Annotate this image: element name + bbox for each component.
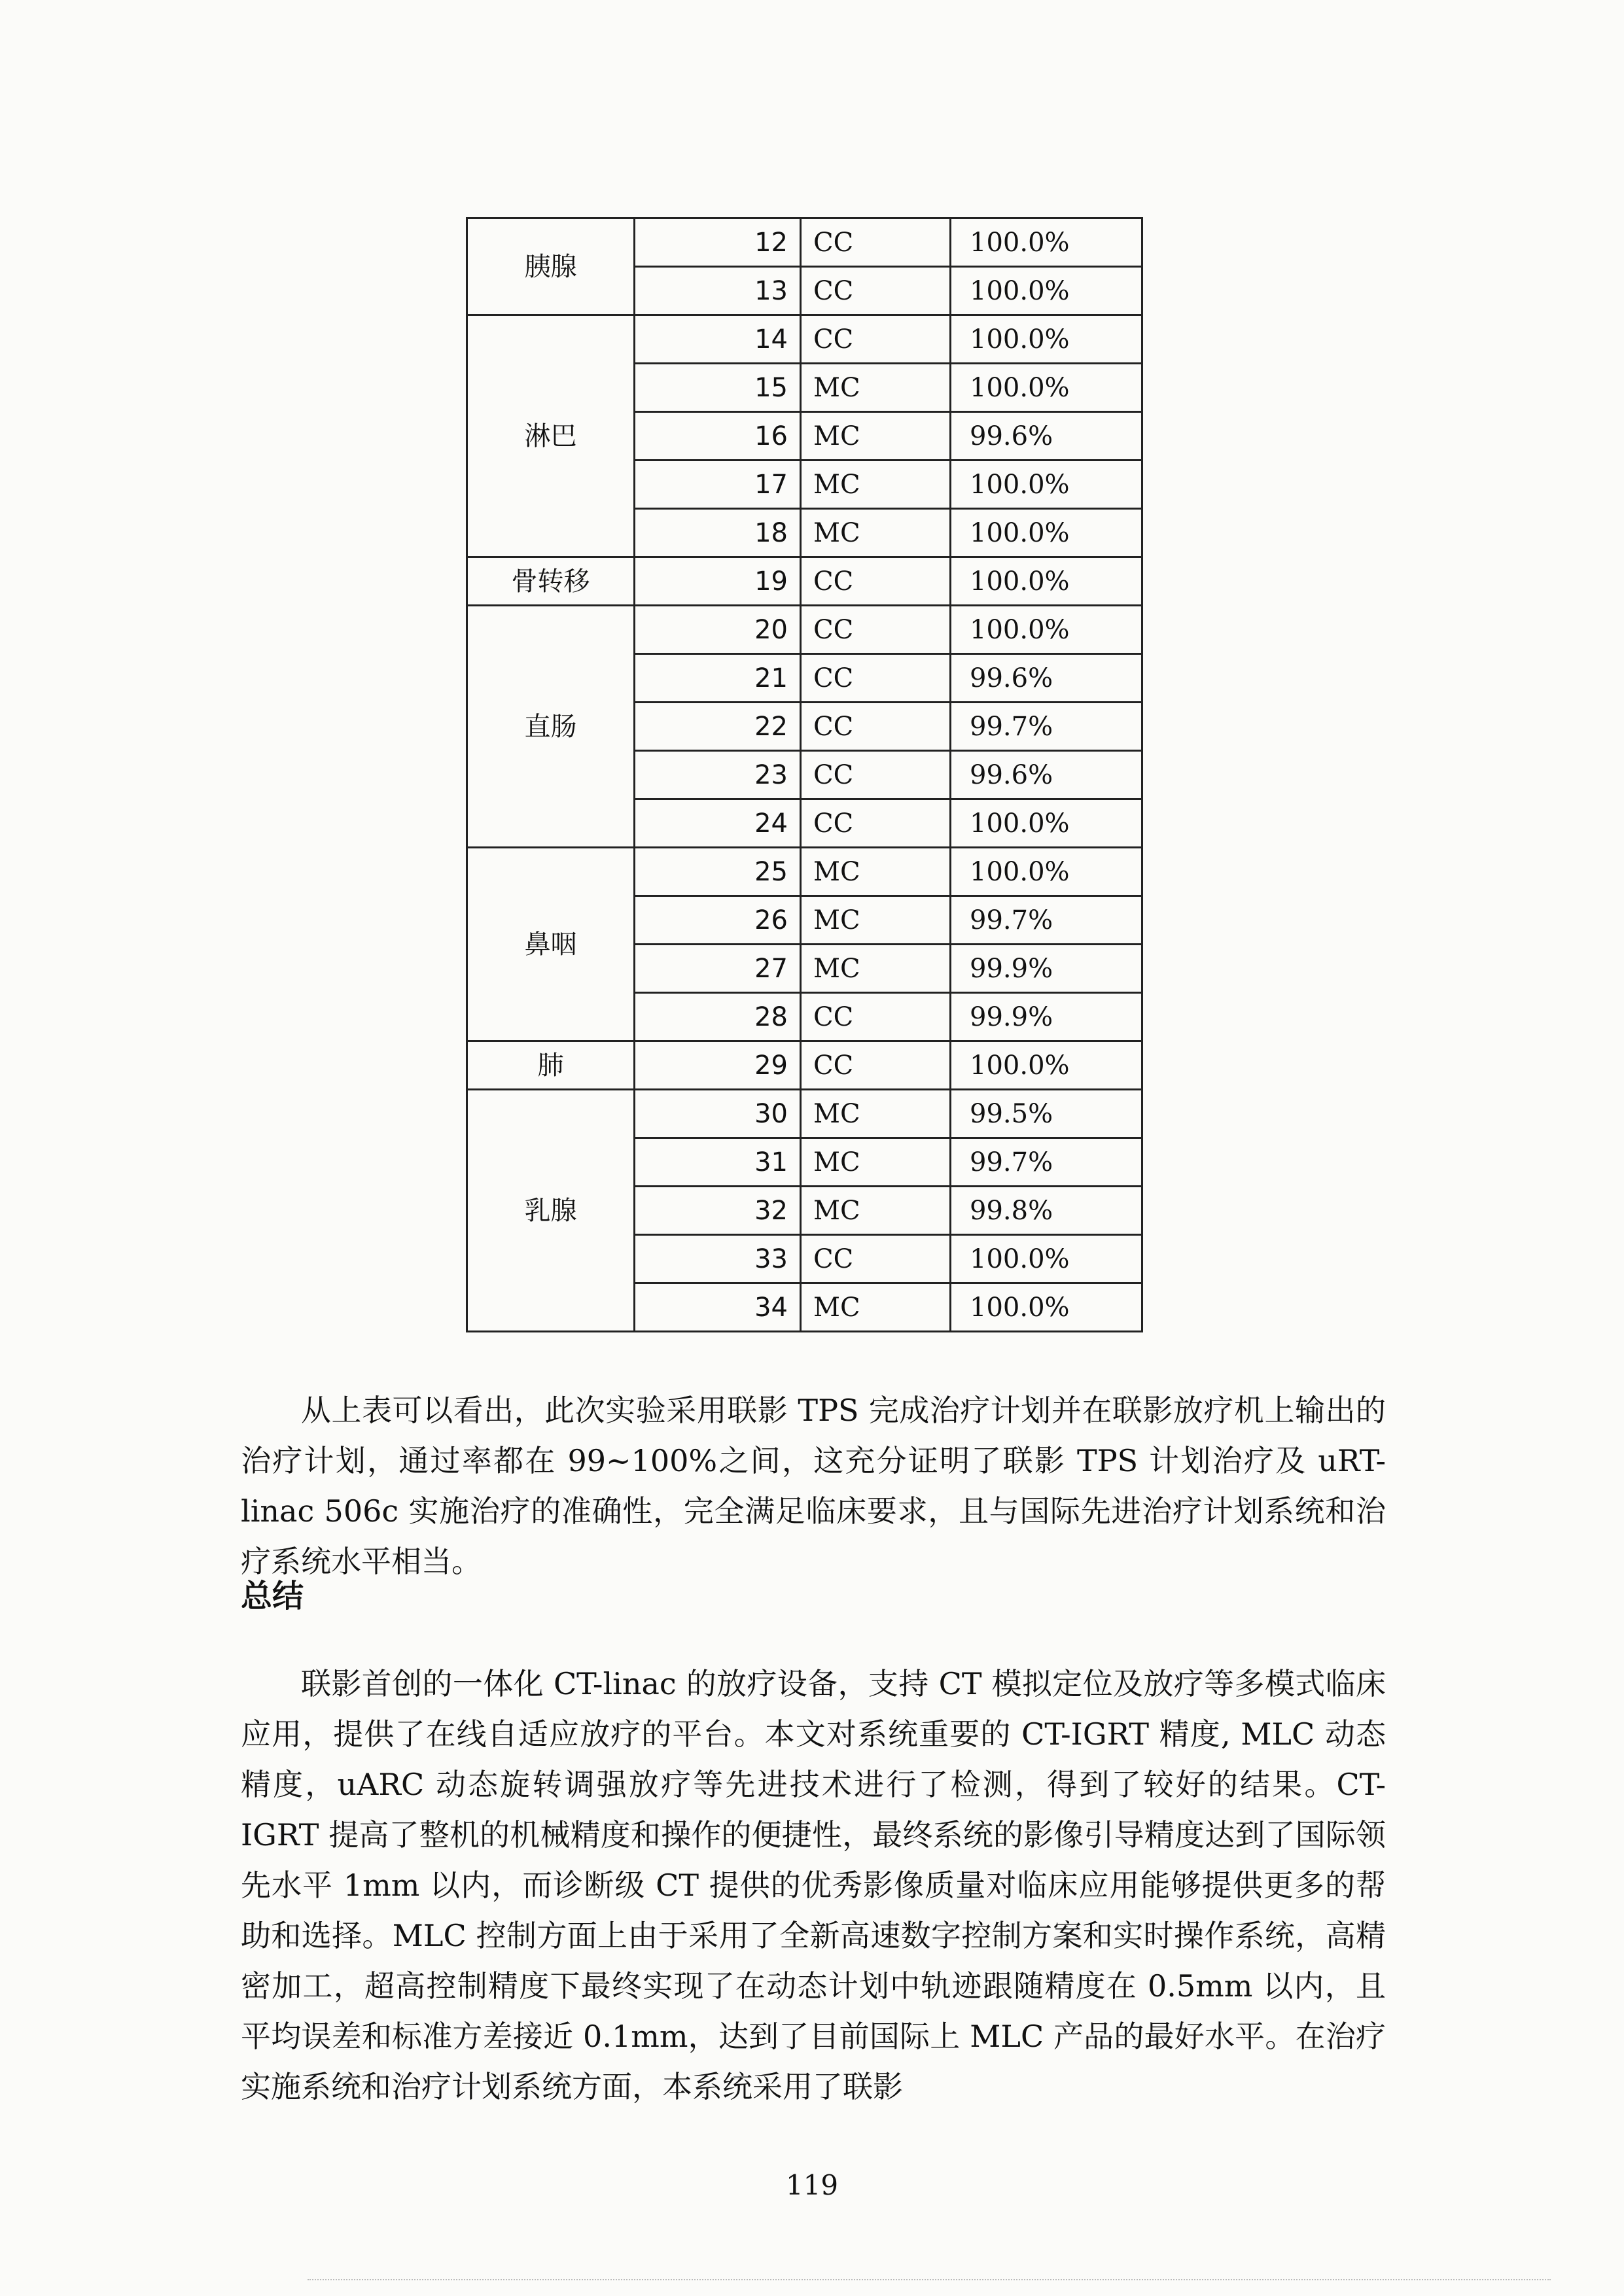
case-number-cell: 34 [635, 1283, 801, 1332]
calc-type-cell: MC [801, 848, 951, 896]
pass-rate-cell: 100.0% [951, 461, 1142, 509]
pass-rate-cell: 99.6% [951, 412, 1142, 461]
pass-rate-cell: 99.7% [951, 896, 1142, 945]
pass-rate-cell: 100.0% [951, 218, 1142, 267]
section-heading: 总结 [241, 1578, 304, 1614]
scan-edge-line [308, 2279, 1551, 2280]
case-number-cell: 14 [635, 315, 801, 364]
pass-rate-cell: 99.7% [951, 1138, 1142, 1187]
table-row [467, 1090, 1142, 1138]
results-table-body [467, 218, 1142, 1332]
calc-type-cell: MC [801, 461, 951, 509]
calc-type-cell: CC [801, 557, 951, 606]
case-number-cell: 13 [635, 267, 801, 315]
calc-type-cell: CC [801, 315, 951, 364]
calc-type-cell: CC [801, 606, 951, 654]
calc-type-cell: MC [801, 412, 951, 461]
case-number-cell: 31 [635, 1138, 801, 1187]
case-number-cell: 21 [635, 654, 801, 703]
table-row [467, 315, 1142, 364]
calc-type-cell: CC [801, 267, 951, 315]
case-number-cell: 26 [635, 896, 801, 945]
site-cell: 肺 [467, 1041, 635, 1090]
pass-rate-cell: 100.0% [951, 315, 1142, 364]
pass-rate-cell: 99.9% [951, 945, 1142, 993]
case-number-cell: 25 [635, 848, 801, 896]
results-table [466, 217, 1143, 1332]
case-number-cell: 32 [635, 1187, 801, 1235]
table-row [467, 848, 1142, 896]
calc-type-cell: CC [801, 703, 951, 751]
pass-rate-cell: 99.8% [951, 1187, 1142, 1235]
case-number-cell: 15 [635, 364, 801, 412]
pass-rate-cell: 100.0% [951, 1283, 1142, 1332]
pass-rate-cell: 99.6% [951, 751, 1142, 799]
case-number-cell: 23 [635, 751, 801, 799]
calc-type-cell: MC [801, 896, 951, 945]
conclusion-paragraph: 从上表可以看出，此次实验采用联影 TPS 完成治疗计划并在联影放疗机上输出的治疗计划，通过率都在 99~100%之间，这充分证明了联影 TPS 计划治疗及 uRT-linac 506c 实施治疗的准确性，完全满足临床要求，且与国际先进治疗计划系统和治疗系统水平相当。 [241, 1393, 1386, 1579]
pass-rate-cell: 100.0% [951, 606, 1142, 654]
table-row [467, 606, 1142, 654]
site-cell: 骨转移 [467, 557, 635, 606]
pass-rate-cell: 99.5% [951, 1090, 1142, 1138]
case-number-cell: 16 [635, 412, 801, 461]
pass-rate-cell: 100.0% [951, 557, 1142, 606]
pass-rate-cell: 100.0% [951, 509, 1142, 557]
site-cell: 乳腺 [467, 1090, 635, 1332]
pass-rate-cell: 100.0% [951, 848, 1142, 896]
pass-rate-cell: 99.9% [951, 993, 1142, 1041]
table-row [467, 218, 1142, 267]
pass-rate-cell: 100.0% [951, 364, 1142, 412]
calc-type-cell: MC [801, 509, 951, 557]
case-number-cell: 28 [635, 993, 801, 1041]
pass-rate-cell: 100.0% [951, 1235, 1142, 1283]
pass-rate-cell: 100.0% [951, 799, 1142, 848]
calc-type-cell: MC [801, 1187, 951, 1235]
pass-rate-cell: 99.7% [951, 703, 1142, 751]
calc-type-cell: CC [801, 993, 951, 1041]
calc-type-cell: MC [801, 364, 951, 412]
calc-type-cell: CC [801, 218, 951, 267]
page-number: 119 [785, 2169, 839, 2201]
case-number-cell: 29 [635, 1041, 801, 1090]
calc-type-cell: MC [801, 1283, 951, 1332]
case-number-cell: 18 [635, 509, 801, 557]
calc-type-cell: CC [801, 799, 951, 848]
calc-type-cell: CC [801, 1235, 951, 1283]
pass-rate-cell: 100.0% [951, 267, 1142, 315]
case-number-cell: 20 [635, 606, 801, 654]
calc-type-cell: CC [801, 654, 951, 703]
calc-type-cell: CC [801, 751, 951, 799]
pass-rate-cell: 99.6% [951, 654, 1142, 703]
case-number-cell: 24 [635, 799, 801, 848]
calc-type-cell: MC [801, 1090, 951, 1138]
summary-paragraph: 联影首创的一体化 CT-linac 的放疗设备，支持 CT 模拟定位及放疗等多模式临床应用，提供了在线自适应放疗的平台。本文对系统重要的 CT-IGRT 精度, MLC 动态精度，uARC 动态旋转调强放疗等先进技术进行了检测，得到了较好的结果。CT-IGRT 提高了整机的机械精度和操作的便捷性，最终系统的影像引导精度达到了国际领先水平 1mm 以内，而诊断级 CT 提供的优秀影像质量对临床应用能够提供更多的帮助和选择。MLC 控制方面上由于采用了全新高速数字控制方案和实时操作系统，高精密加工，超高控制精度下最终实现了在动态计划中轨迹跟随精度在 0.5mm 以内，且平均误差和标准方差接近 0.1mm，达到了目前国际上 MLC 产品的最好水平。在治疗实施系统和治疗计划系统方面，本系统采用了联影 [241, 1666, 1386, 2104]
case-number-cell: 12 [635, 218, 801, 267]
calc-type-cell: CC [801, 1041, 951, 1090]
case-number-cell: 22 [635, 703, 801, 751]
case-number-cell: 33 [635, 1235, 801, 1283]
site-cell: 胰腺 [467, 218, 635, 315]
site-cell: 鼻咽 [467, 848, 635, 1041]
pass-rate-cell: 100.0% [951, 1041, 1142, 1090]
table-row [467, 1041, 1142, 1090]
table-row [467, 557, 1142, 606]
calc-type-cell: MC [801, 945, 951, 993]
case-number-cell: 19 [635, 557, 801, 606]
case-number-cell: 27 [635, 945, 801, 993]
case-number-cell: 17 [635, 461, 801, 509]
site-cell: 淋巴 [467, 315, 635, 557]
case-number-cell: 30 [635, 1090, 801, 1138]
site-cell: 直肠 [467, 606, 635, 848]
calc-type-cell: MC [801, 1138, 951, 1187]
